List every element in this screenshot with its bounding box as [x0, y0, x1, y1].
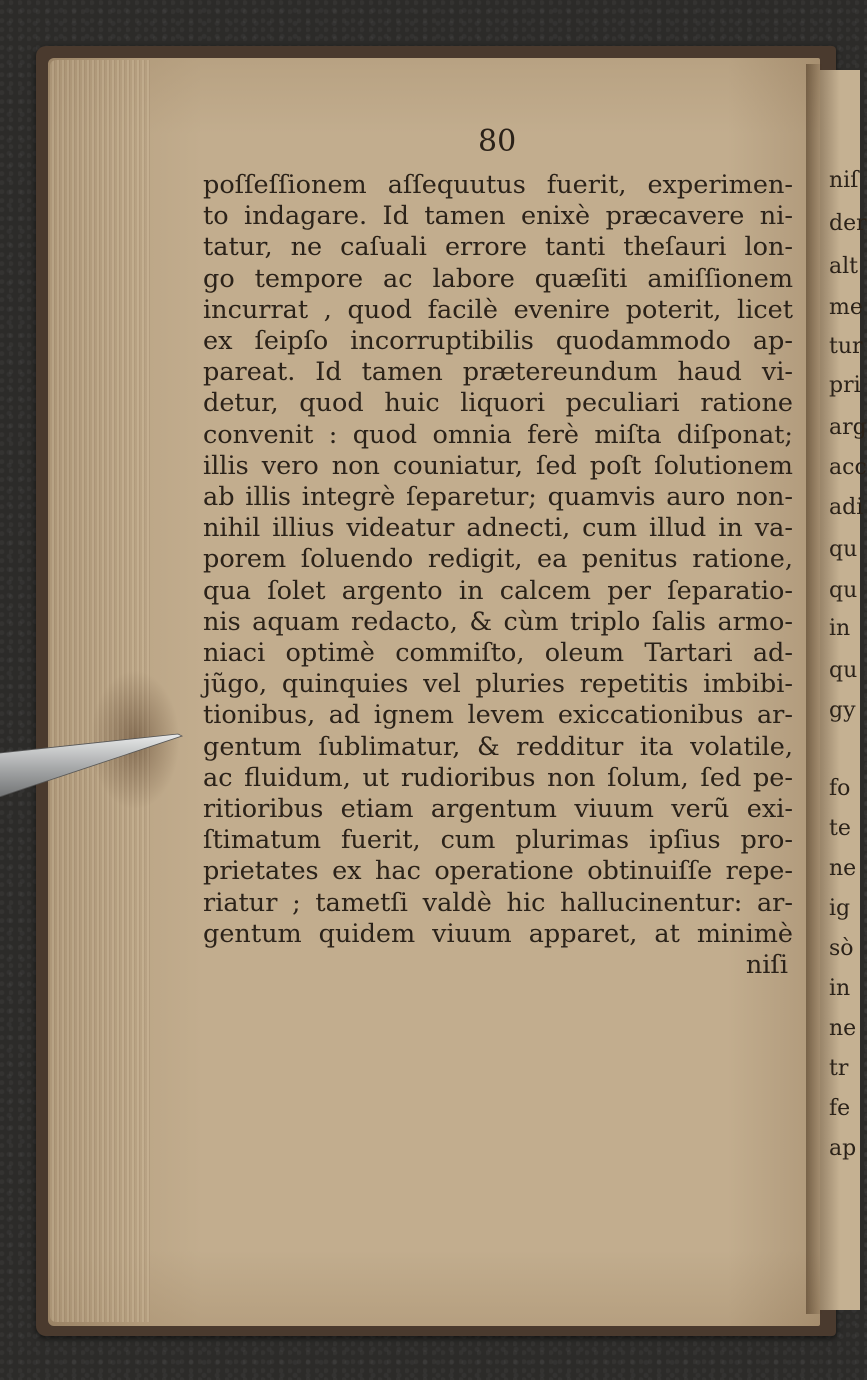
text-line: ab illis integrè ſeparetur; quamvis auro non- [203, 482, 793, 513]
fragment: tr [829, 1056, 849, 1081]
text-line: qua ſolet argento in calcem per ſeparatio- [203, 575, 793, 606]
fragment: alt [829, 254, 858, 279]
fragment: gy [829, 698, 856, 723]
text-line: porem ſoluendo redigit, ea penitus ratione, [203, 544, 793, 575]
page-number: 80 [478, 124, 517, 159]
text-line: prietates ex hac operatione obtinuiſſe repe- [203, 856, 793, 887]
fragment: tur [829, 334, 863, 359]
text-line: tionibus, ad ignem levem exiccationibus ar- [203, 700, 793, 731]
fragment: qu [829, 658, 858, 683]
fragment: in [829, 976, 851, 1001]
text-line: ritioribus etiam argentum viuum verũ exi- [203, 794, 793, 825]
fragment: der [829, 211, 867, 236]
text-line: incurrat , quod facilè evenire poterit, licet [203, 294, 793, 325]
text-line: ex ſeipſo incorruptibilis quodammodo ap- [203, 326, 793, 357]
text-line: to indagare. Id tamen enixè præcavere ni- [203, 201, 793, 232]
text-line: convenit : quod omnia ferè miſta diſponat; [203, 419, 793, 450]
fragment: te [829, 816, 851, 841]
page-text [203, 170, 803, 981]
metal-pointer [0, 722, 190, 812]
fragment: ne [829, 1016, 857, 1041]
text-line: jũgo, quinquies vel pluries repetitis imbibi- [203, 669, 793, 700]
text-line: gentum ſublimatur, & redditur ita volatile, [203, 731, 793, 762]
fragment: adi [829, 495, 864, 520]
text-line: poſſeſſionem aſſequutus fuerit, experimen- [203, 170, 793, 200]
fragment: ig [829, 896, 851, 921]
fragment: fe [829, 1096, 851, 1121]
text-line: gentum quidem viuum apparet, at minimè [203, 918, 793, 949]
fragment: me [829, 295, 863, 320]
fragment: sò [829, 936, 854, 961]
text-line: riatur ; tametſi valdè hic hallucinentur: ar- [203, 887, 793, 918]
catchword: niſi [745, 950, 788, 981]
fragment: acc [829, 455, 867, 480]
fragment: qu [829, 578, 858, 603]
text-line: ac fluidum, ut rudioribus non ſolum, ſed pe- [203, 762, 793, 793]
text-line: ſtimatum fuerit, cum plurimas ipſius pro- [203, 825, 793, 856]
fragment: qu [829, 537, 858, 562]
text-line: nihil illius videatur adnecti, cum illud in va- [203, 513, 793, 544]
text-line: tatur, ne caſuali errore tanti theſauri lon- [203, 232, 793, 263]
fragment: pri [829, 373, 861, 398]
fragment: niſ [829, 168, 859, 193]
fragment: arg [829, 415, 867, 440]
fragment: ne [829, 856, 857, 881]
text-line: niaci optimè commiſto, oleum Tartari ad- [203, 638, 793, 669]
fragment: ap [829, 1136, 857, 1161]
text-line: detur, quod huic liquori peculiari ratione [203, 388, 793, 419]
fragment: in [829, 616, 851, 641]
text-line: pareat. Id tamen prætereundum haud vi- [203, 357, 793, 388]
text-line: illis vero non couniatur, ſed poſt ſolutionem [203, 450, 793, 481]
text-line: nis aquam redacto, & cùm triplo ſalis armo- [203, 606, 793, 637]
fragment: fo [829, 776, 851, 801]
text-line: go tempore ac labore quæſiti amiſſionem [203, 263, 793, 294]
